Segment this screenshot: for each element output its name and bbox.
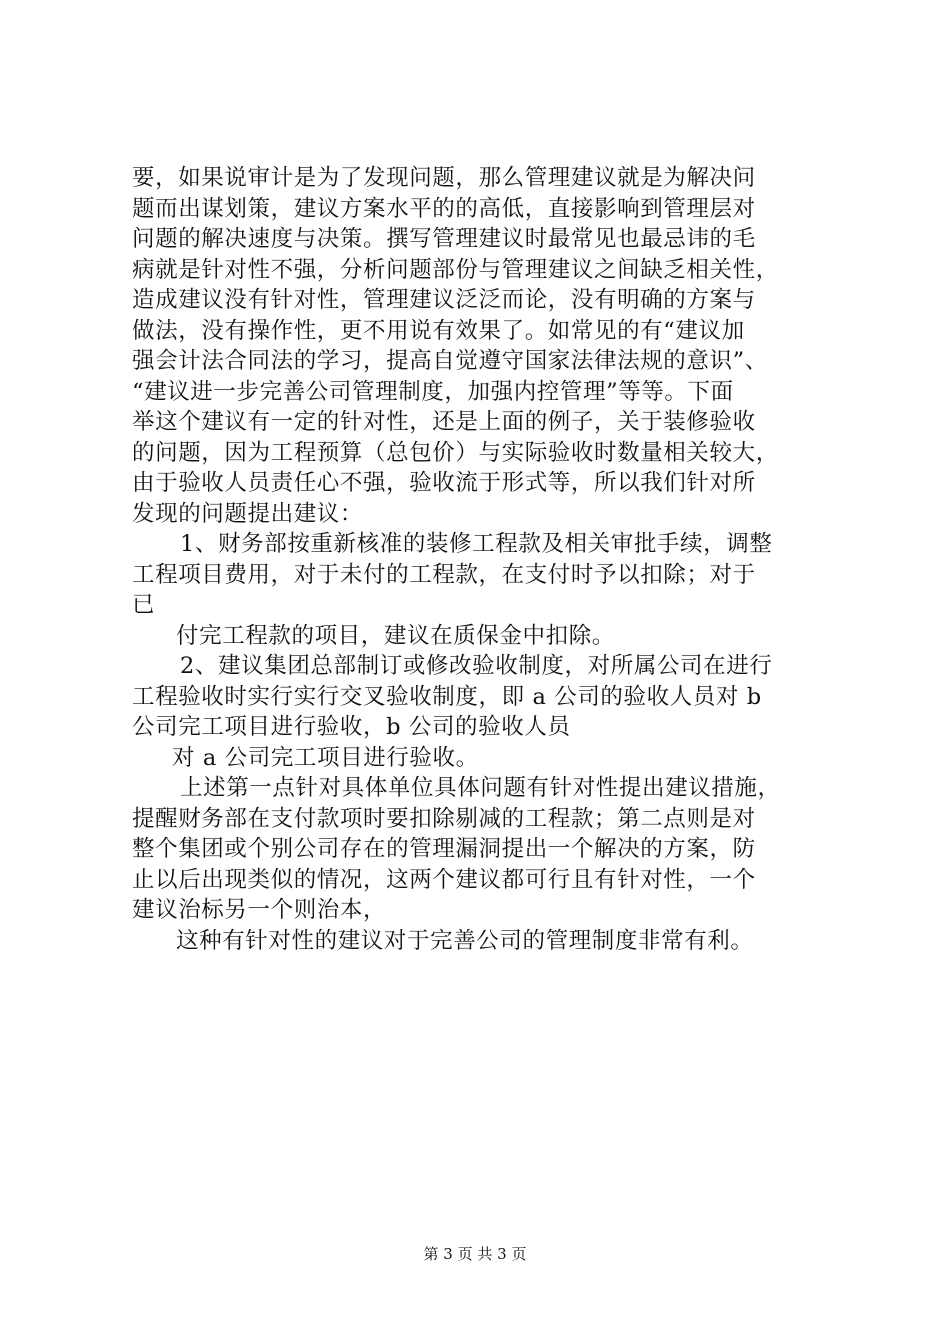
text-line: 整个集团或个别公司存在的管理漏洞提出一个解决的方案，防 — [132, 836, 756, 862]
text-line: 对 a 公司完工项目进行验收。 — [172, 744, 479, 771]
paragraph-start-line: 上述第一点针对具体单位具体问题有针对性提出建议措施， — [180, 775, 781, 801]
page-number-label: 第 3 页 共 3 页 — [423, 1245, 527, 1263]
text-line: 提醒财务部在支付款项时要扣除剔减的工程款；第二点则是对 — [132, 805, 756, 832]
text-line: 问题的解决速度与决策。撰写管理建议时最常见也最忌讳的毛 — [132, 226, 756, 252]
text-line: 的问题，因为工程预算（总包价）与实际验收时数量相关较大， — [132, 439, 779, 466]
page-footer — [0, 1244, 950, 1264]
closing-line: 这种有针对性的建议对于完善公司的管理制度非常有利。 — [176, 927, 754, 954]
text-line: 付完工程款的项目，建议在质保金中扣除。 — [176, 622, 615, 649]
text-line: 建议治标另一个则治本， — [132, 897, 387, 923]
text-line: 强会计法合同法的学习，提高自觉遵守国家法律法规的意识”、 — [132, 348, 768, 374]
text-line: 工程验收时实行实行交叉验收制度，即 a 公司的验收人员对 b — [132, 683, 762, 710]
text-line: 止以后出现类似的情况，这两个建议都可行且有针对性，一个 — [132, 866, 756, 893]
text-line: “建议进一步完善公司管理制度，加强内控管理”等等。下面 — [132, 378, 734, 405]
text-line: 已 — [132, 592, 156, 618]
text-line: 造成建议没有针对性，管理建议泛泛而论，没有明确的方案与 — [132, 287, 756, 313]
text-line: 做法，没有操作性，更不用说有效果了。如常见的有“建议加 — [132, 317, 745, 344]
document-body — [132, 163, 842, 956]
list-item-2-line: 2、建议集团总部制订或修改验收制度，对所属公司在进行 — [180, 653, 773, 679]
text-line: 要，如果说审计是为了发现问题，那么管理建议就是为解决问 — [132, 165, 756, 191]
text-line: 由于验收人员责任心不强，验收流于形式等，所以我们针对所 — [132, 470, 756, 496]
text-line: 病就是针对性不强，分析问题部份与管理建议之间缺乏相关性， — [132, 256, 779, 283]
text-line: 工程项目费用，对于未付的工程款，在支付时予以扣除；对于 — [132, 561, 756, 588]
text-line: 公司完工项目进行验收，b 公司的验收人员 — [132, 714, 571, 740]
list-item-1-line: 1、财务部按重新核准的装修工程款及相关审批手续，调整 — [180, 531, 773, 557]
text-line: 发现的问题提出建议： — [132, 500, 364, 527]
text-line: 举这个建议有一定的针对性，还是上面的例子，关于装修验收 — [132, 409, 756, 435]
text-line: 题而出谋划策，建议方案水平的的高低，直接影响到管理层对 — [132, 195, 756, 222]
